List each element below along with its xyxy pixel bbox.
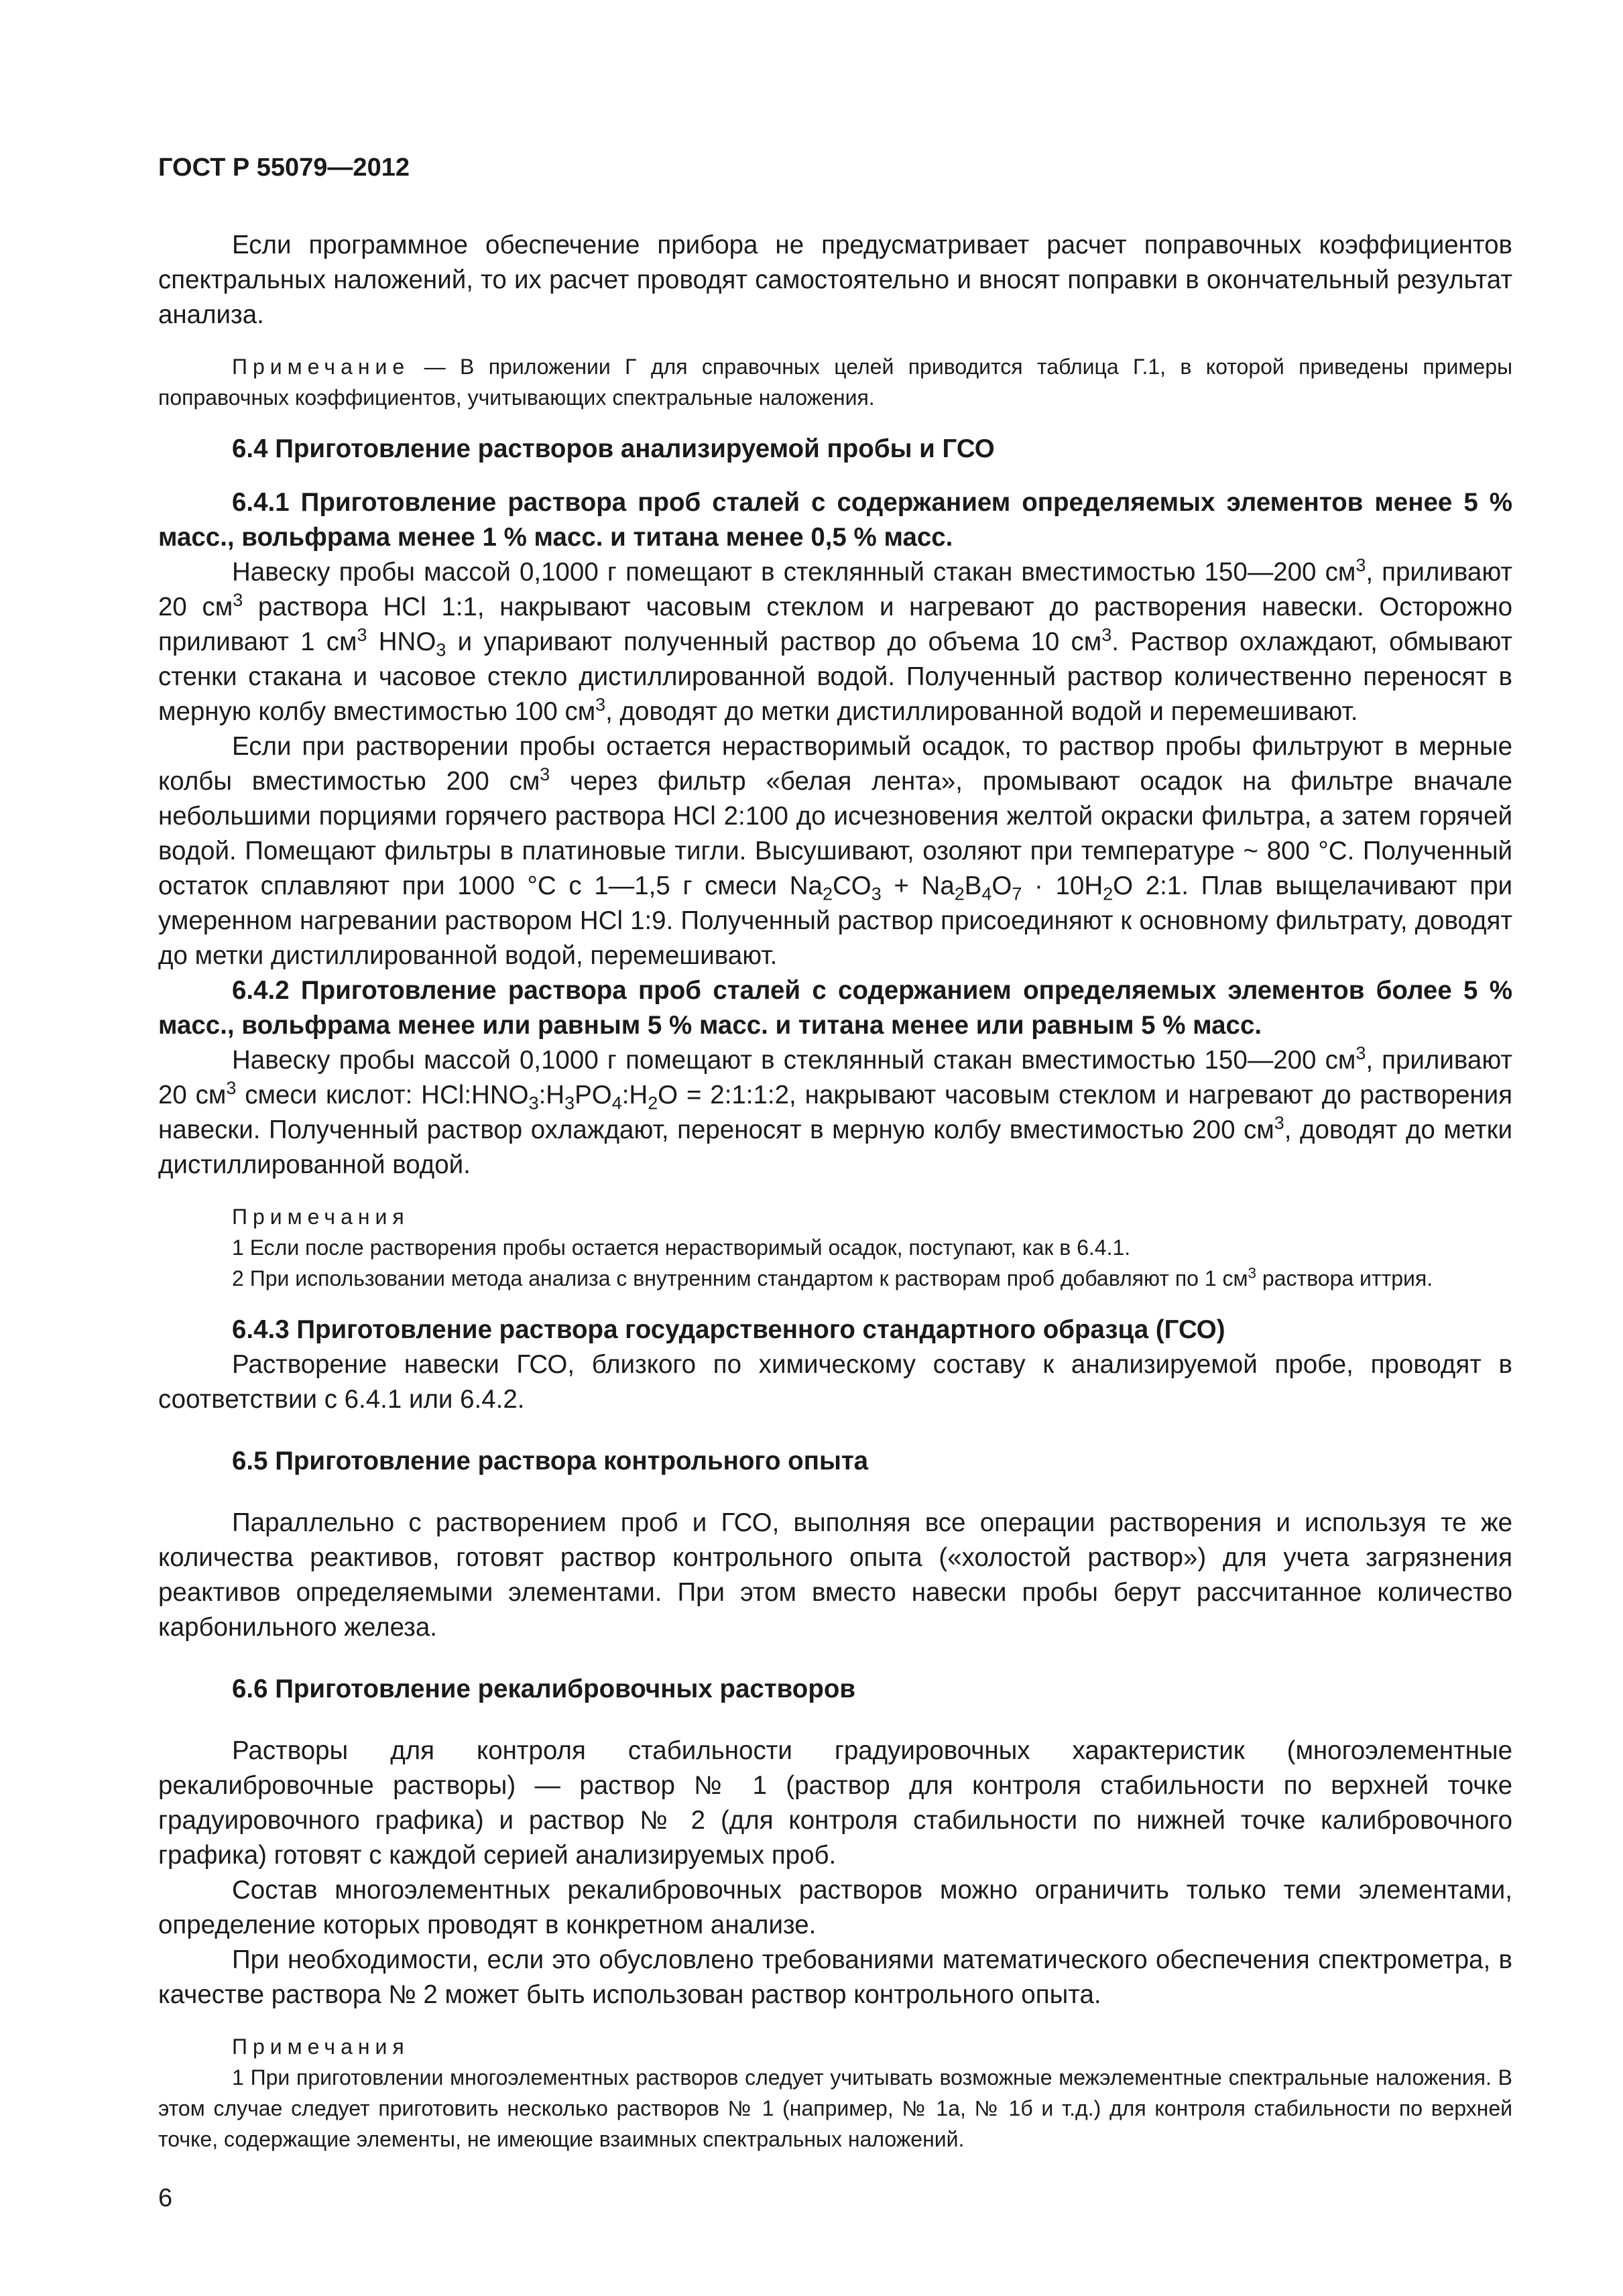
document-header: ГОСТ Р 55079—2012 <box>158 154 410 182</box>
section-6-4-2-paragraph: Навеску пробы массой 0,1000 г помещают в стеклянный стакан вместимостью 150—200 $см^3$, приливают 20 $см^3$ смеси кислот: $HCl:HNO_3:H_3PO_4:H_2O$ = 2:1:1:2, накрывают часовым стеклом и нагревают до растворения навески. Полученный раствор охлаждают, переносят в мерную колбу вместимостью 200 $см^3$, доводят до метки дистиллированной водой. <box>158 1043 1512 1179</box>
intro-paragraph: Если программное обеспечение прибора не предусматривает расчет поправочных коэффициентов спектральных наложений, то их расчет проводят самостоятельно и вносят поправки в окончательный результат анализа. <box>158 231 1512 329</box>
page-number: 6 <box>158 2184 173 2212</box>
section-6-4-3-paragraph: Растворение навески ГСО, близкого по химическому составу к анализируемой пробе, проводят в соответствии с 6.4.1 или 6.4.2. <box>158 1350 1512 1414</box>
section-6-6-paragraph-2: Состав многоэлементных рекалибровочных растворов можно ограничить только теми элементами, определение которых проводят в конкретном анализе. <box>158 1876 1512 1939</box>
section-6-6-notes <box>158 2031 1512 2155</box>
note-2: 2 При использовании метода анализа с внутренним стандартом к растворам проб добавляют по 1 $см^3$ раствора иттрия. <box>232 1264 1433 1290</box>
note-1: 1 При приготовлении многоэлементных растворов следует учитывать возможные межэлементные спектральные наложения. В этом случае следует приготовить несколько растворов № 1 (например, № 1а, № 1б и т.д.) для контроля стабильности по верхней точке, содержащие элементы, не имеющие взаимных спектральных наложений. <box>158 2065 1512 2151</box>
intro-note <box>158 351 1512 413</box>
note-label: Примечание <box>232 355 410 379</box>
section-6-4-2-title: 6.4.2 Приготовление раствора проб сталей с содержанием определяемых элементов более 5 % масс., вольфрама менее или равным 5 % масс. и титана менее или равным 5 % масс. <box>158 976 1512 1040</box>
note-1: 1 Если после растворения пробы остается нерастворимый осадок, поступают, как в 6.4.1. <box>232 1235 1131 1260</box>
section-6-5-paragraph: Параллельно с растворением проб и ГСО, выполняя все операции растворения и используя те же количества реактивов, готовят раствор контрольного опыта («холостой раствор») для учета загрязнения реактивов определяемыми элементами. При этом вместо навески пробы берут рассчитанное количество карбонильного железа. <box>158 1508 1512 1642</box>
section-6-6-paragraph-1: Растворы для контроля стабильности градуировочных характеристик (многоэлементные рекалибровочные растворы) — раствор № 1 (раствор для контроля стабильности по верхней точке градуировочного графика) и раствор № 2 (для контроля стабильности по нижней точке калибровочного графика) готовят с каждой серией анализируемых проб. <box>158 1736 1512 1870</box>
section-6-6-paragraph-3: При необходимости, если это обусловлено требованиями математического обеспечения спектрометра, в качестве раствора № 2 может быть использован раствор контрольного опыта. <box>158 1945 1512 2009</box>
section-6-6-title: 6.6 Приготовление рекалибровочных растворов <box>232 1675 856 1703</box>
notes-title: Примечания <box>232 1205 410 1229</box>
section-6-4-1-title: 6.4.1 Приготовление раствора проб сталей с содержанием определяемых элементов менее 5 % масс., вольфрама менее 1 % масс. и титана менее 0,5 % масс. <box>158 488 1512 552</box>
section-6-4-3-title: 6.4.3 Приготовление раствора государственного стандартного образца (ГСО) <box>232 1315 1225 1344</box>
section-6-4-1-paragraph-2: Если при растворении пробы остается нерастворимый осадок, то раствор пробы фильтруют в мерные колбы вместимостью 200 $см^3$ через фильтр «белая лента», промывают осадок на фильтре вначале небольшими порциями горячего раствора HCl 2:100 до исчезновения желтой окраски фильтра, а затем горячей водой. Помещают фильтры в платиновые тигли. Высушивают, озоляют при температуре ~ 800 °С. Полученный остаток сплавляют при 1000 °С с 1—1,5 г смеси $Na_2CO_3 + Na_2B_4O_7 \cdot 10H_2O$ 2:1. Плав выщелачивают при умеренном нагревании раствором HCl 1:9. Полученный раствор присоединяют к основному фильтрату, доводят до метки дистиллированной водой, перемешивают. <box>158 732 1512 970</box>
section-6-4-1-paragraph-1: Навеску пробы массой 0,1000 г помещают в стеклянный стакан вместимостью 150—200 $см^3$, приливают 20 $см^3$ раствора HCl 1:1, накрывают часовым стеклом и нагревают до растворения навески. Осторожно приливают 1 $см^3$ $HNO_3$ и упаривают полученный раствор до объема 10 $см^3$. Раствор охлаждают, обмывают стенки стакана и часовое стекло дистиллированной водой. Полученный раствор количественно переносят в мерную колбу вместимостью 100 $см^3$, доводят до метки дистиллированной водой и перемешивают. <box>158 555 1512 726</box>
section-6-4-title: 6.4 Приготовление растворов анализируемой пробы и ГСО <box>232 434 995 463</box>
section-6-5-title: 6.5 Приготовление раствора контрольного опыта <box>232 1447 869 1475</box>
notes-title: Примечания <box>232 2035 410 2059</box>
document-page <box>158 150 1512 2155</box>
note-text: — В приложении Г для справочных целей приводится таблица Г.1, в которой приведены примеры поправочных коэффициентов, учитывающих спектральные наложения. <box>158 355 1512 410</box>
section-6-4-2-notes <box>158 1201 1512 1294</box>
